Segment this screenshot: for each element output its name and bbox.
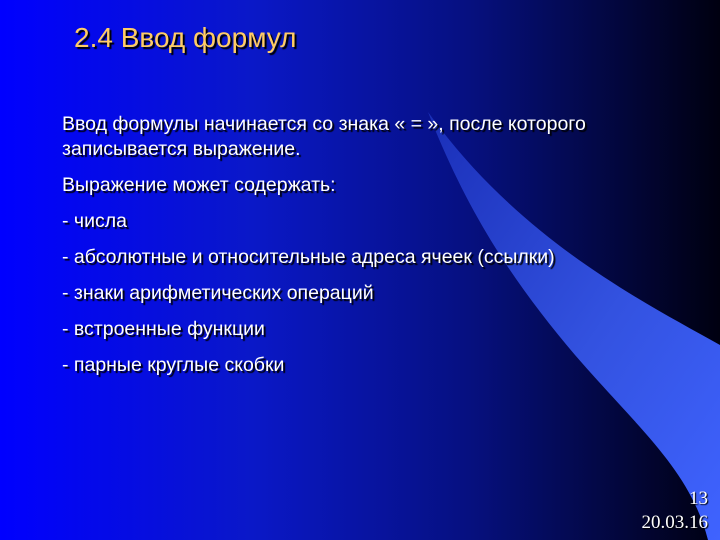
paragraph-lead: Выражение может содержать: <box>62 174 336 196</box>
list-item-parentheses: - парные круглые скобки <box>62 354 285 376</box>
paragraph-intro: Ввод формулы начинается со знака « = », после которого записывается выражение. <box>62 113 586 160</box>
list-item-operators: - знаки арифметических операций <box>62 282 374 304</box>
slide-body <box>62 112 662 378</box>
slide-date: 20.03.16 <box>641 512 708 533</box>
list-item-cell-addresses: - абсолютные и относительные адреса ячеек (ссылки) <box>62 246 555 268</box>
list-item-numbers: - числа <box>62 210 127 232</box>
page-number: 13 <box>689 488 708 509</box>
slide-title: 2.4 Ввод формул <box>74 22 297 53</box>
list-item-functions: - встроенные функции <box>62 318 265 340</box>
